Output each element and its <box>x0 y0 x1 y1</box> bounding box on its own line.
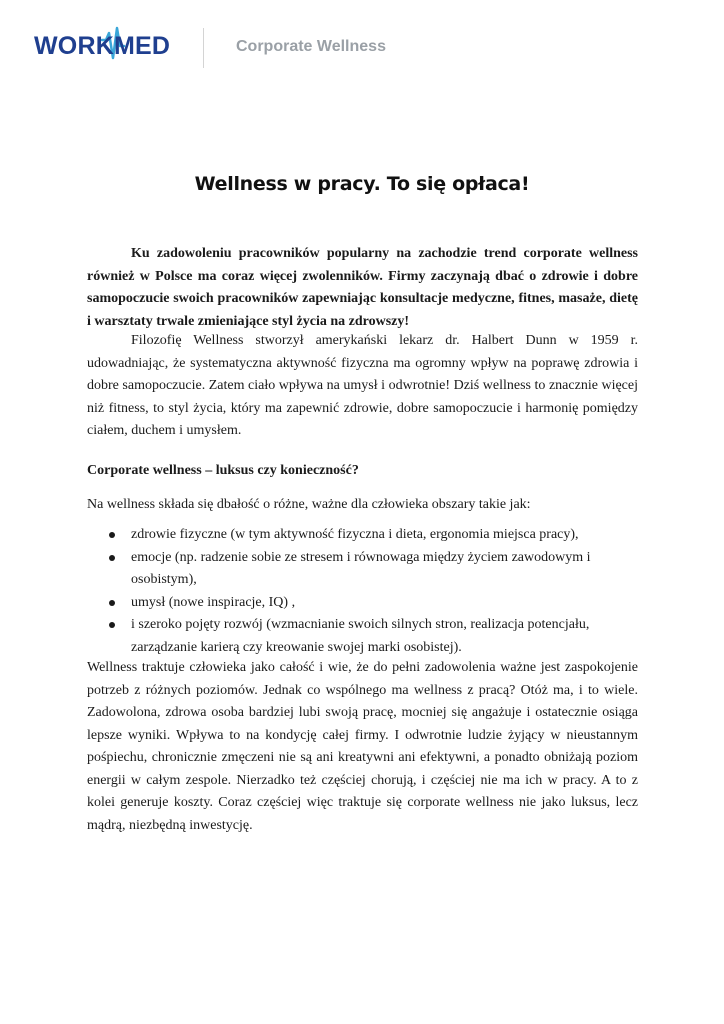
section-lead-paragraph: Na wellness składa się dbałość o różne, ważne dla człowieka obszary takie jak: <box>87 497 531 512</box>
logo-wordmark: WORKMED <box>34 32 171 60</box>
bullet-icon <box>109 555 115 561</box>
list-item-text: zdrowie fizyczne (w tym aktywność fizyczna i dieta, ergonomia miejsca pracy), <box>131 527 579 542</box>
list-item <box>87 524 638 547</box>
bullet-icon <box>109 622 115 628</box>
header-tagline: Corporate Wellness <box>236 38 386 55</box>
bullet-icon <box>109 532 115 538</box>
list-item-text: i szeroko pojęty rozwój (wzmacnianie swoich silnych stron, realizacja potencjału, zarządzanie karierą czy kreowanie swojej marki osobistej). <box>131 617 590 655</box>
list-item-text: umysł (nowe inspiracje, IQ) , <box>131 594 296 610</box>
closing-paragraph: Wellness traktuje człowieka jako całość i wie, że do pełni zadowolenia ważne jest zaspokojenie potrzeb z różnych poziomów. Jednak co wspólnego ma wellness z pracą? Otóż ma, i to wiele. Zadowolona, zdrowa osoba bardziej lubi swoją pracę, mocniej się angażuje i ostatecznie osiąga lepsze wyniki. Wpływa to na kondycję całej firmy. I odwrotnie ludzie żyjący w nieustannym pośpiechu, chronicznie zmęczeni nie są ani kreatywni ani efektywni, a ponadto obniżają poziom energii w całym zespole. Nierzadko też częściej chorują, i częściej nie ma ich w pracy. A to z kolei generuje koszty. Coraz częściej więc traktuje się corporate wellness nie jako luksus, lecz mądrą, niezbędną inwestycję. <box>87 660 638 833</box>
list-item <box>87 592 638 615</box>
list-item <box>87 547 638 592</box>
bullet-icon <box>109 600 115 606</box>
article-title: Wellness w pracy. To się opłaca! <box>194 173 530 195</box>
list-item <box>87 614 638 659</box>
workmed-logo <box>34 22 172 72</box>
page-header <box>34 22 386 72</box>
section-heading: Corporate wellness – luksus czy konieczność? <box>87 463 359 478</box>
lead-paragraph: Ku zadowoleniu pracowników popularny na zachodzie trend corporate wellness również w Polsce ma coraz więcej zwolenników. Firmy zaczynają dbać o zdrowie i dobre samopoczucie swoich pracowników zapewniając konsultacje medyczne, fitnes, masaże, dietę i warsztaty trwale zmieniające styl życia na zdrowszy! <box>87 246 638 329</box>
intro-paragraph: Filozofię Wellness stworzył amerykański lekarz dr. Halbert Dunn w 1959 r. udowadniając, że systematyczna aktywność fizyczna ma ogromny wpływ na poprawę zdrowia i dobre samopoczucie. Zatem ciało wpływa na umysł i odwrotnie! Dziś wellness to znacznie więcej niż fitness, to styl życia, który ma zapewnić zdrowie, dobre samopoczucie i harmonię pomiędzy ciałem, duchem i umysłem. <box>87 333 638 438</box>
header-divider <box>203 28 204 68</box>
list-item-text: emocje (np. radzenie sobie ze stresem i równowaga między życiem zawodowym i osobistym), <box>131 549 591 587</box>
wellness-areas-list <box>87 524 638 659</box>
